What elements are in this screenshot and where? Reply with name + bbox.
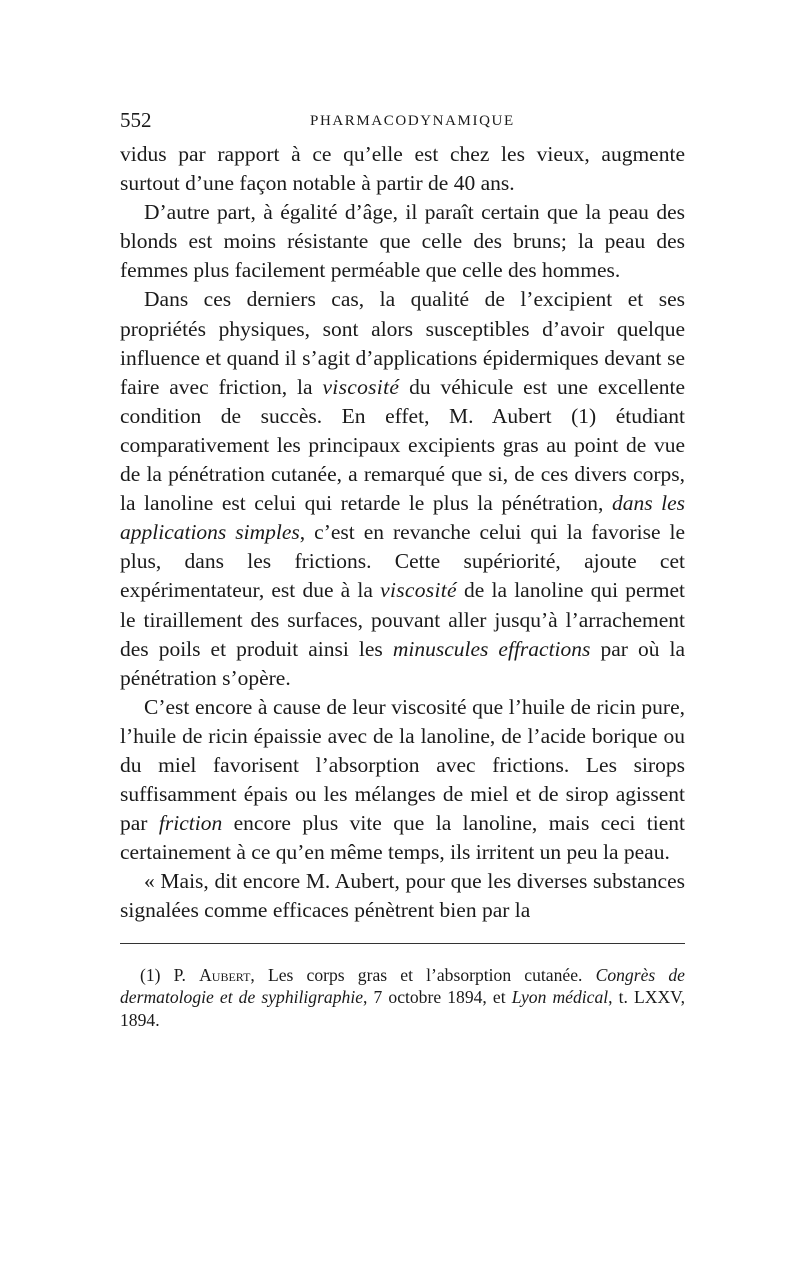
body-text xyxy=(120,140,685,926)
paragraph-4-text-a: C’est encore à cause de leur viscosité que l’huile de ricin pure, l’huile de ricin épaissie avec de la lanoline, de l’acide borique ou du miel favorisent l’absorption avec frictions. Les sirops suffisamment épais ou les mélanges de miel et de sirop agissent par xyxy=(120,694,685,836)
footnote-marker: (1) P. xyxy=(140,964,200,985)
paragraph-3-text-b: du véhicule est une excellente condition de succès. En effet, M. Aubert (1) étudiant comparativement les principaux excipients gras au point de vue de la pénétration cutanée, a remarqué que si, de ces divers corps, la lanoline est celui qui retarde le plus la pénétration, xyxy=(120,374,685,516)
footnote-text-c: , t. LXXV, 1894. xyxy=(120,987,686,1030)
paragraph-1 xyxy=(120,140,685,198)
page-number: 552 xyxy=(120,108,152,132)
emphasis-viscosite-2: viscosité xyxy=(380,578,457,603)
paragraph-5 xyxy=(120,867,685,925)
paragraph-3-text-a: Dans ces derniers cas, la qualité de l’excipient et ses propriétés physiques, sont alors susceptibles d’avoir quelque influence et quand il s’agit d’applications épidermiques devant se faire avec friction, la xyxy=(120,287,685,399)
emphasis-viscosite-1: viscosité xyxy=(322,374,400,399)
paragraph-5-text: « Mais, dit encore M. Aubert, pour que les diverses substances signalées comme efficaces pénètrent bien par la xyxy=(120,869,685,923)
paragraph-2-text: D’autre part, à égalité d’âge, il paraît certain que la peau des blonds est moins résistante que celle des bruns; la peau des femmes plus facilement perméable que celle des hommes. xyxy=(120,200,685,283)
paragraph-4-text-b: encore plus vite que la lanoline, mais ceci tient certainement à ce qu’en même temps, ils irritent un peu la peau. xyxy=(120,811,686,865)
footnote-emphasis-congres: Congrès de dermatologie et de syphiligraphie xyxy=(120,964,685,1008)
paragraph-2 xyxy=(120,198,685,285)
footnote-author: Aubert xyxy=(199,964,251,985)
paragraph-3-text-d: de la lanoline qui permet le tiraillement des surfaces, pouvant aller jusqu’à l’arrachement des poils et produit ainsi les xyxy=(120,578,685,661)
paragraph-3 xyxy=(120,285,685,692)
emphasis-minuscules-effractions: minuscules effractions xyxy=(392,636,591,661)
running-head: PHARMACODYNAMIQUE xyxy=(310,113,515,129)
footnote-text-a: , Les corps gras et l’absorption cutanée. xyxy=(250,964,596,985)
paragraph-3-text-c: , c’est en revanche celui qui la favorise le plus, dans les frictions. Cette supériorité, ajoute cet expérimentateur, est due à la xyxy=(120,520,685,603)
book-page xyxy=(120,108,685,1031)
paragraph-4 xyxy=(120,693,685,868)
paragraph-1-text: vidus par rapport à ce qu’elle est chez les vieux, augmente surtout d’une façon notable à partir de 40 ans. xyxy=(120,142,685,196)
footnote-text-b: , 7 octobre 1894, et xyxy=(363,987,512,1008)
paragraph-3-text-e: par où la pénétration s’opère. xyxy=(120,636,686,690)
emphasis-applications-simples: dans les applications simples xyxy=(120,491,685,545)
emphasis-friction: friction xyxy=(158,811,223,836)
footnote xyxy=(120,964,685,1032)
page-header xyxy=(120,108,685,138)
footnote-emphasis-lyon-medical: Lyon médical xyxy=(511,987,609,1008)
footnote-divider xyxy=(120,943,685,944)
